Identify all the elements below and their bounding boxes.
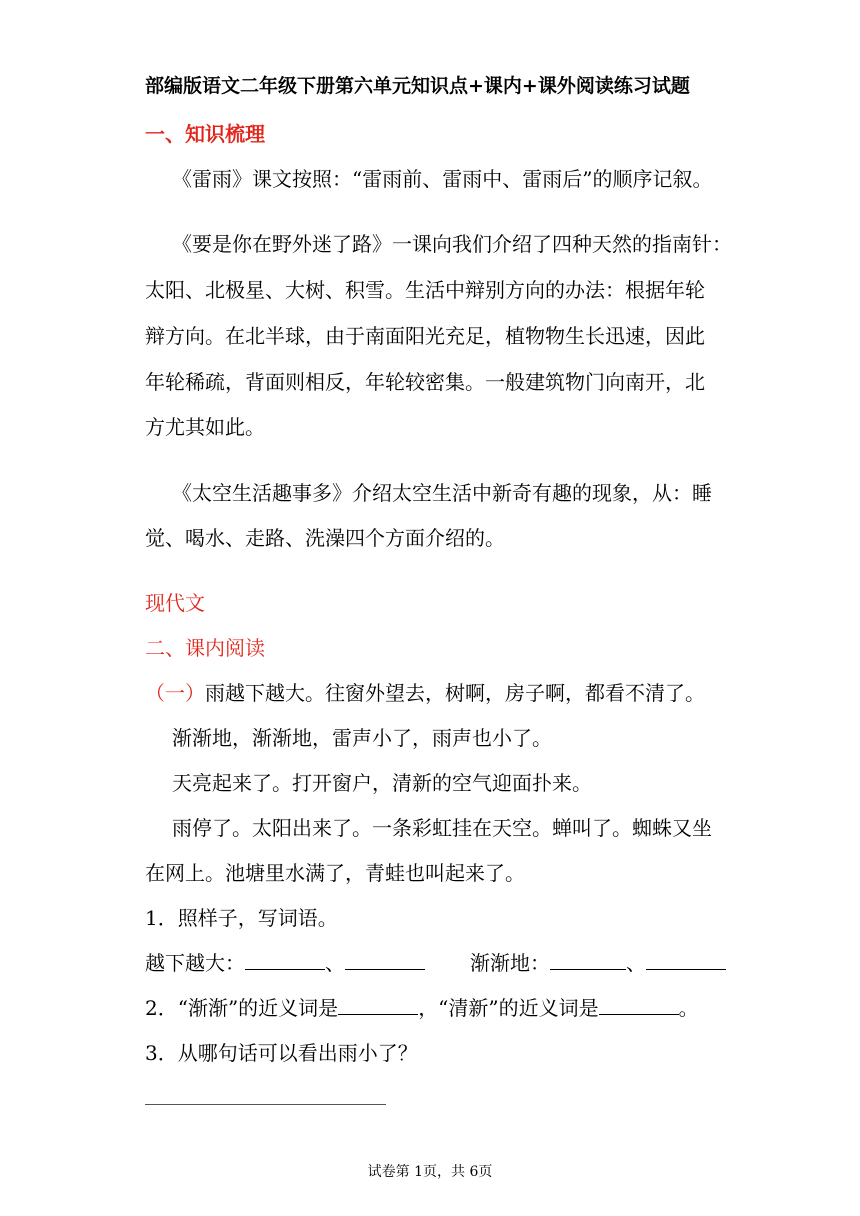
paragraph-taikong-line1: 《太空生活趣事多》介绍太空生活中新奇有趣的现象，从：睡 (172, 481, 712, 505)
passage-line-5: 在网上。池塘里水满了，青蛙也叫起来了。 (145, 861, 525, 885)
question-1b (470, 949, 726, 977)
paragraph-taikong-line2: 觉、喝水、走路、洗澡四个方面介绍的。 (145, 526, 505, 550)
modern-text-label: 现代文 (145, 591, 205, 615)
passage-line-3: 天亮起来了。打开窗户，清新的空气迎面扑来。 (172, 771, 592, 795)
question-1a (145, 949, 425, 977)
passage-line-1 (145, 679, 705, 707)
question-2 (145, 994, 699, 1022)
paragraph-yeWai-line2: 太阳、北极星、大树、积雪。生活中辩别方向的办法：根据年轮 (145, 278, 705, 302)
passage-line-2: 渐渐地，渐渐地，雷声小了，雨声也小了。 (172, 726, 552, 750)
q2-part-a: 2．“渐渐”的近义词是 (145, 996, 339, 1020)
q2-blank-1[interactable] (338, 994, 418, 1015)
q2-part-c: 。 (678, 996, 699, 1020)
paragraph-leiyu: 《雷雨》课文按照：“雷雨前、雷雨中、雷雨后”的顺序记叙。 (172, 167, 713, 191)
question-3: 3．从哪句话可以看出雨小了？ (145, 1041, 418, 1065)
q1b-blank-1[interactable] (550, 949, 626, 970)
paragraph-yeWai-line3: 辩方向。在北半球，由于南面阳光充足，植物物生长迅速，因此 (145, 324, 705, 348)
answer-line[interactable] (145, 1104, 386, 1105)
q1b-separator: 、 (626, 951, 646, 975)
paragraph-yeWai-line4: 年轮稀疏，背面则相反，年轮较密集。一般建筑物门向南开，北 (145, 370, 705, 394)
paragraph-yeWai-line5: 方尤其如此。 (145, 415, 265, 439)
passage-line-4: 雨停了。太阳出来了。一条彩虹挂在天空。蝉叫了。蜘蛛又坐 (172, 816, 712, 840)
q1a-label: 越下越大： (145, 951, 245, 975)
passage-label: （一） (145, 681, 205, 705)
q1a-blank-1[interactable] (245, 949, 325, 970)
question-1: 1．照样子，写词语。 (145, 906, 338, 930)
document-title: 部编版语文二年级下册第六单元知识点+课内+课外阅读练习试题 (145, 75, 690, 97)
passage-text-1: 雨越下越大。往窗外望去，树啊，房子啊，都看不清了。 (205, 681, 705, 705)
section-heading-reading: 二、课内阅读 (145, 636, 265, 660)
q2-blank-2[interactable] (599, 994, 679, 1015)
q1b-blank-2[interactable] (646, 949, 726, 970)
q1a-separator: 、 (325, 951, 345, 975)
paragraph-yeWai-line1: 《要是你在野外迷了路》一课向我们介绍了四种天然的指南针： (172, 232, 732, 256)
q2-part-b: ，“清新”的近义词是 (418, 996, 599, 1020)
page-footer: 试卷第 1页，共 6页 (367, 1164, 493, 1180)
q1a-blank-2[interactable] (345, 949, 425, 970)
q1b-label: 渐渐地： (470, 951, 550, 975)
section-heading-knowledge: 一、知识梳理 (145, 122, 265, 146)
